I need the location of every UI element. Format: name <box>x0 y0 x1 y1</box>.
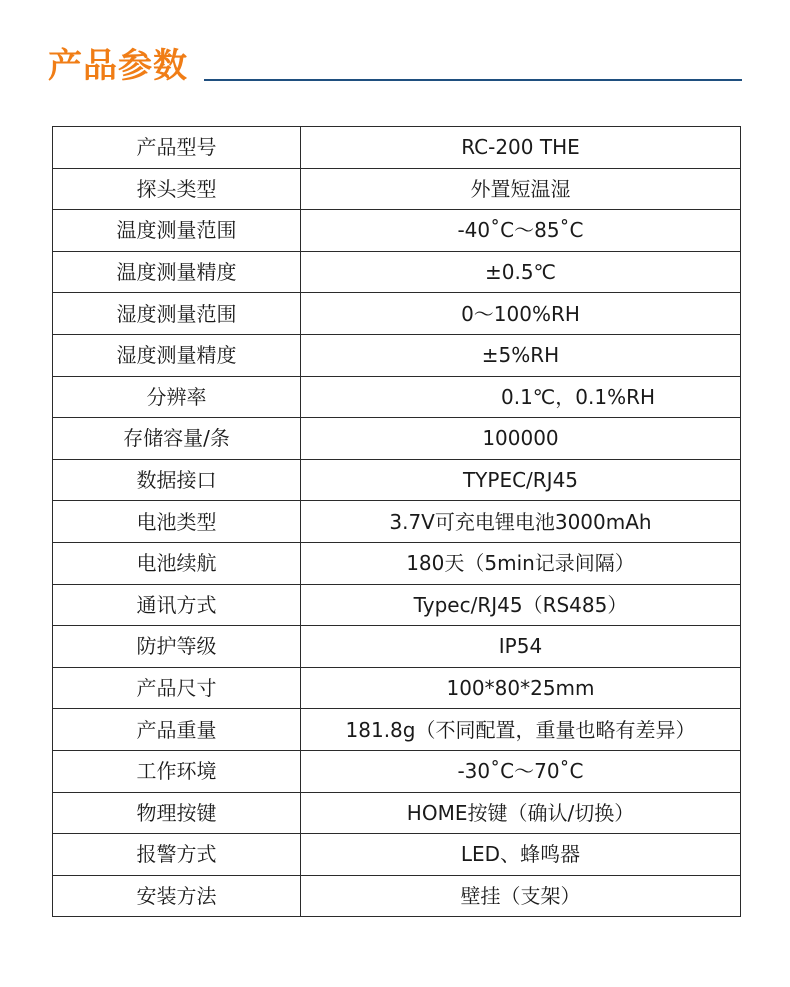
spec-value: 0～100%RH <box>301 293 741 335</box>
spec-label: 产品尺寸 <box>53 667 301 709</box>
spec-row-resolution <box>53 376 741 418</box>
spec-label: 温度测量范围 <box>53 210 301 252</box>
spec-value: 0.1℃，0.1%RH <box>301 376 741 418</box>
spec-value: IP54 <box>301 626 741 668</box>
spec-value: Typec/RJ45（RS485） <box>301 584 741 626</box>
spec-label: 温度测量精度 <box>53 251 301 293</box>
spec-label: 安装方法 <box>53 875 301 917</box>
spec-label: 电池续航 <box>53 542 301 584</box>
spec-value: -30˚C～70˚C <box>301 750 741 792</box>
spec-value: 100000 <box>301 418 741 460</box>
spec-row-humidity-range <box>53 293 741 335</box>
spec-label: 物理按键 <box>53 792 301 834</box>
spec-label: 产品型号 <box>53 127 301 169</box>
spec-row-dimensions <box>53 667 741 709</box>
spec-value: 壁挂（支架） <box>301 875 741 917</box>
spec-label: 产品重量 <box>53 709 301 751</box>
spec-label: 通讯方式 <box>53 584 301 626</box>
section-heading <box>48 44 742 88</box>
spec-label: 分辨率 <box>53 376 301 418</box>
spec-label: 防护等级 <box>53 626 301 668</box>
spec-row-installation <box>53 875 741 917</box>
spec-row-protection <box>53 626 741 668</box>
spec-row-temp-range <box>53 210 741 252</box>
spec-row-storage <box>53 418 741 460</box>
spec-row-weight <box>53 709 741 751</box>
spec-label: 电池类型 <box>53 501 301 543</box>
spec-value: 3.7V可充电锂电池3000mAh <box>301 501 741 543</box>
spec-row-temp-accuracy <box>53 251 741 293</box>
spec-row-probe-type <box>53 168 741 210</box>
spec-table <box>52 126 741 917</box>
spec-value: HOME按键（确认/切换） <box>301 792 741 834</box>
spec-value: -40˚C～85˚C <box>301 210 741 252</box>
spec-row-model <box>53 127 741 169</box>
heading-divider <box>204 79 742 81</box>
spec-row-environment <box>53 750 741 792</box>
spec-row-battery-type <box>53 501 741 543</box>
spec-value: 100*80*25mm <box>301 667 741 709</box>
section-title: 产品参数 <box>48 46 188 86</box>
spec-value: ±0.5℃ <box>301 251 741 293</box>
spec-value: TYPEC/RJ45 <box>301 459 741 501</box>
spec-value: LED、蜂鸣器 <box>301 834 741 876</box>
spec-label: 报警方式 <box>53 834 301 876</box>
spec-label: 存储容量/条 <box>53 418 301 460</box>
spec-label: 数据接口 <box>53 459 301 501</box>
spec-label: 工作环境 <box>53 750 301 792</box>
spec-row-humidity-accuracy <box>53 334 741 376</box>
spec-value: 外置短温湿 <box>301 168 741 210</box>
spec-row-communication <box>53 584 741 626</box>
spec-value: 180天（5min记录间隔） <box>301 542 741 584</box>
spec-label: 探头类型 <box>53 168 301 210</box>
spec-row-alarm <box>53 834 741 876</box>
spec-value: ±5%RH <box>301 334 741 376</box>
spec-row-data-interface <box>53 459 741 501</box>
spec-value: 181.8g（不同配置，重量也略有差异） <box>301 709 741 751</box>
spec-row-battery-life <box>53 542 741 584</box>
spec-label: 湿度测量精度 <box>53 334 301 376</box>
spec-label: 湿度测量范围 <box>53 293 301 335</box>
spec-value: RC-200 THE <box>301 127 741 169</box>
spec-row-buttons <box>53 792 741 834</box>
